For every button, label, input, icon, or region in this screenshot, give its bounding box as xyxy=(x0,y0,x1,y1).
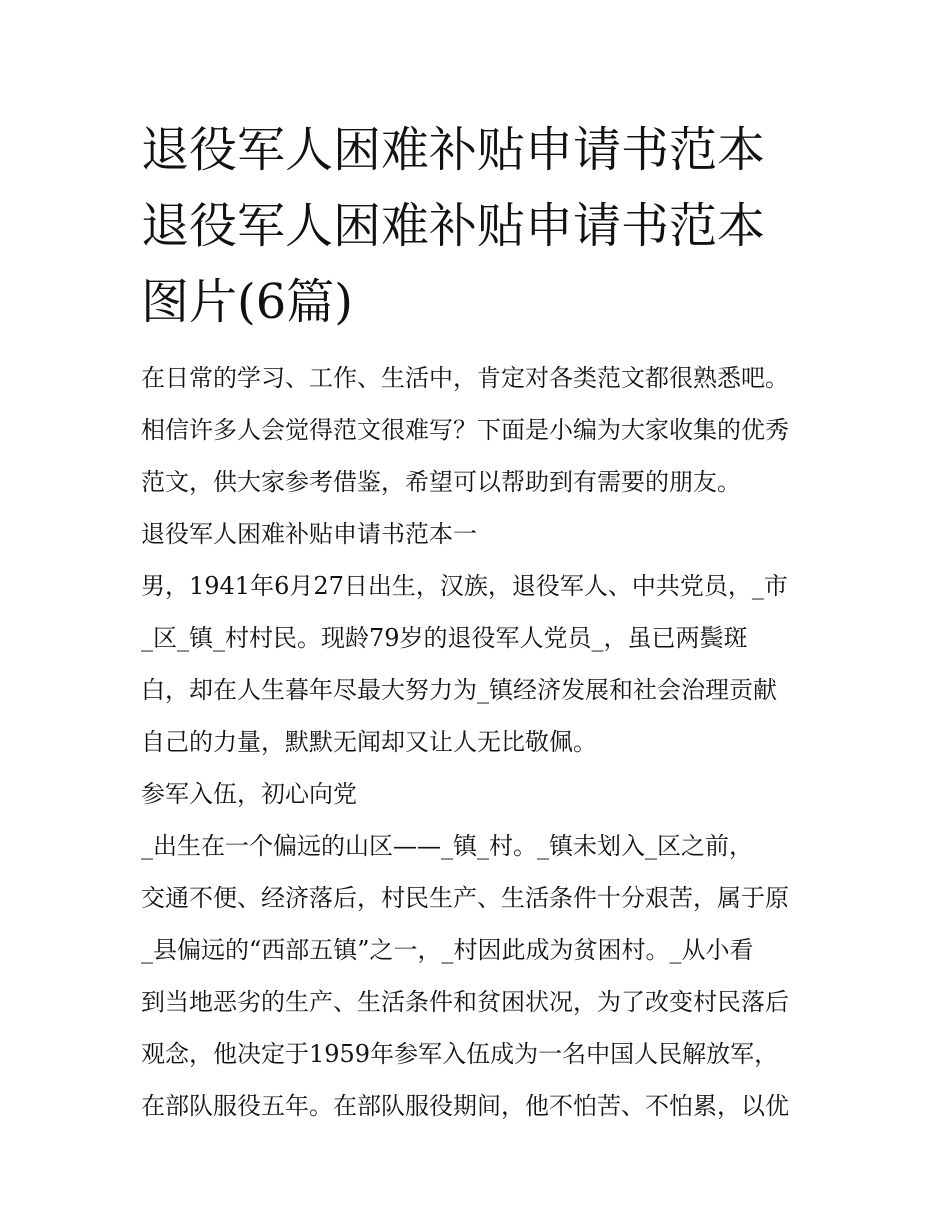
body-line-intro-2: 相信许多人会觉得范文很难写？下面是小编为大家收集的优秀 xyxy=(141,416,789,444)
body-line-intro-1: 在日常的学习、工作、生活中，肯定对各类范文都很熟悉吧。 xyxy=(141,364,789,392)
title-line-3: 图片(6篇) xyxy=(141,274,353,330)
body-line-intro-3: 范文，供大家参考借鉴，希望可以帮助到有需要的朋友。 xyxy=(141,468,741,496)
title-line-2: 退役军人困难补贴申请书范本 xyxy=(141,198,766,254)
body-line-para2-6: 在部队服役五年。在部队服役期间，他不怕苦、不怕累，以优 xyxy=(141,1092,789,1120)
document-body xyxy=(141,352,831,1132)
body-line-para1-3: 白，却在人生暮年尽最大努力为_镇经济发展和社会治理贡献 xyxy=(141,676,777,704)
body-line-para2-3: _县偏远的“西部五镇”之一，_村因此成为贫困村。_从小看 xyxy=(141,936,754,964)
section-heading-1: 退役军人困难补贴申请书范本一 xyxy=(141,520,477,548)
document-title xyxy=(141,112,821,340)
section-subheading: 参军入伍，初心向党 xyxy=(141,780,357,808)
body-line-para1-2: _区_镇_村村民。现龄79岁的退役军人党员_，虽已两鬓斑 xyxy=(141,624,748,652)
body-line-para2-4: 到当地恶劣的生产、生活条件和贫困状况，为了改变村民落后 xyxy=(141,988,789,1016)
body-line-para2-2: 交通不便、经济落后，村民生产、生活条件十分艰苦，属于原 xyxy=(141,884,789,912)
body-line-para2-5: 观念，他决定于1959年参军入伍成为一名中国人民解放军， xyxy=(141,1040,779,1068)
body-line-para1-4: 自己的力量，默默无闻却又让人无比敬佩。 xyxy=(141,728,597,756)
body-line-para1-1: 男，1941年6月27日出生，汉族，退役军人、中共党员，_市 xyxy=(141,572,788,600)
title-line-1: 退役军人困难补贴申请书范本 xyxy=(141,122,766,178)
body-line-para2-1: _出生在一个偏远的山区——_镇_村。_镇未划入_区之前， xyxy=(141,832,753,860)
